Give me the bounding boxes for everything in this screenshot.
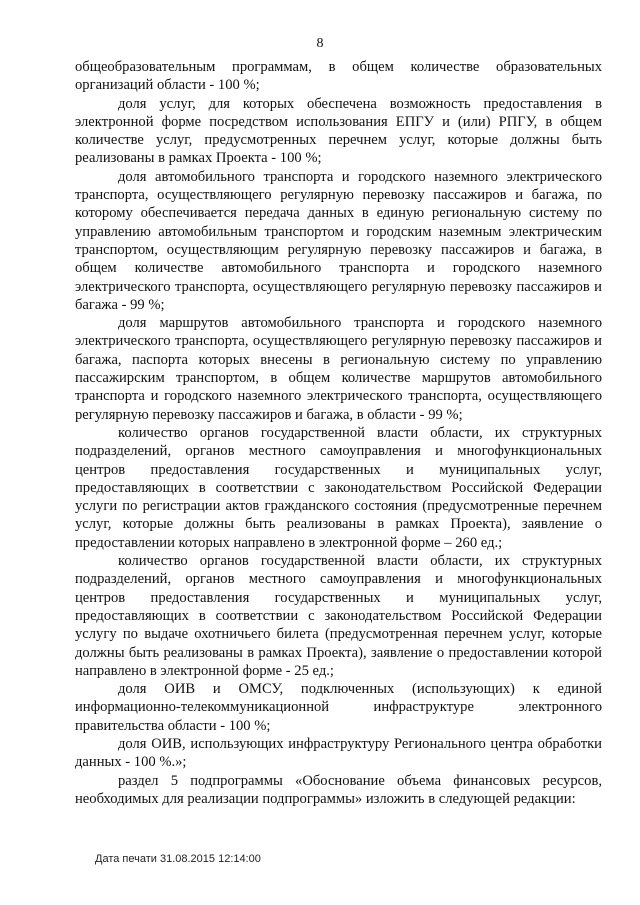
paragraph: общеобразовательным программам, в общем количестве образовательных организаций области - 100 %; <box>75 59 602 94</box>
paragraph: доля автомобильного транспорта и городского наземного электрического транспорта, осуществляющего регулярную перевозку пассажиров и багажа, по которому обеспечивается передача данных в единую региональную систему по управлению автомобильным транспортом и городским наземным электрическим транспортом, осуществляющим регулярную перевозку пассажиров и багажа, в общем количестве автомобильного транспорта и городского наземного электрического транспорта, осуществляющего регулярную перевозку пассажиров и багажа - 99 %; <box>75 168 602 313</box>
paragraph: раздел 5 подпрограммы «Обоснование объема финансовых ресурсов, необходимых для реализации подпрограммы» изложить в следующей редакции: <box>75 772 602 807</box>
page-number: 8 <box>316 36 324 51</box>
paragraph: количество органов государственной власти области, их структурных подразделений, органов местного самоуправления и многофункциональных центров предоставления государственных и муниципальных услуг, предоставляющих в соответствии с законодательством Российской Федерации услугу по выдаче охотничьего билета (предусмотренная перечнем услуг, которые должны быть реализованы в рамках Проекта), заявление о предоставлении которой направлено в электронной форме - 25 ед.; <box>75 553 602 679</box>
paragraph: доля ОИВ, использующих инфраструктуру Регионального центра обработки данных - 100 %.»; <box>75 735 602 771</box>
paragraph: доля ОИВ и ОМСУ, подключенных (использующих) к единой информационно-телекоммуникационной инфраструктуре электронного правительства области - 100 %; <box>75 681 602 734</box>
paragraph: доля маршрутов автомобильного транспорта и городского наземного электрического транспорта, осуществляющего регулярную перевозку пассажиров и багажа, паспорта которых внесены в региональную систему по управлению пассажирским транспортом, в общем количестве маршрутов автомобильного транспорта и городского наземного электрического транспорта, осуществляющего регулярную перевозку пассажиров и багажа, в области - 99 %; <box>75 315 602 423</box>
print-date-footer: Дата печати 31.08.2015 12:14:00 <box>95 853 261 865</box>
paragraph: доля услуг, для которых обеспечена возможность предоставления в электронной форме посредством использования ЕПГУ и (или) РПГУ, в общем количестве услуг, предусмотренных перечнем услуг, которые должны быть реализованы в рамках Проекта - 100 %; <box>75 95 602 167</box>
document-body <box>75 58 602 808</box>
paragraph: количество органов государственной власти области, их структурных подразделений, органов местного самоуправления и многофункциональных центров предоставления государственных и муниципальных услуг, предоставляющих в соответствии с законодательством Российской Федерации услуги по регистрации актов гражданского состояния (предусмотренные перечнем услуг, которые должны быть реализованы в рамках Проекта), заявление о предоставлении которых направлено в электронной форме – 260 ед.; <box>75 424 602 551</box>
